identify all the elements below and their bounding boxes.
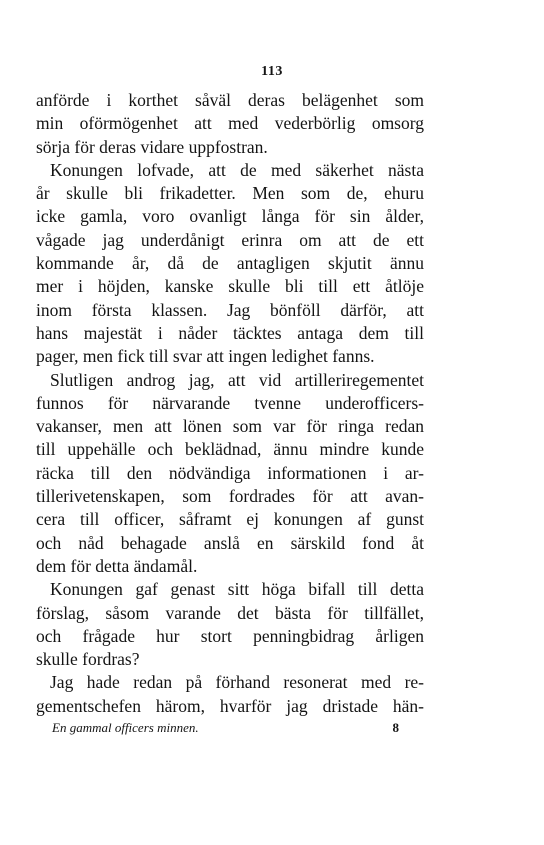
text-line: min oförmögenhet att med vederbörlig omsorg	[36, 113, 424, 134]
text-line: kommande år, då de antagligen skjutit ännu	[36, 253, 424, 274]
text-line: räcka till den nödvändiga informationen i ar-	[36, 462, 424, 483]
text-line: cera till officer, såframt ej konungen af gunst	[36, 509, 424, 530]
text-line: Konungen gaf genast sitt höga bifall till detta	[50, 579, 424, 600]
text-line: vakanser, men att lönen som var för ringa redan	[36, 416, 424, 437]
text-line: anförde i korthet såväl deras belägenhet som	[36, 90, 424, 110]
text-line: inom första klassen. Jag bönföll därför, att	[36, 299, 424, 320]
page-number: 113	[261, 64, 283, 79]
text-line: gementschefen härom, hvarför jag dristade hän-	[36, 695, 424, 716]
text-line: vågade jag underdånigt erinra om att de ett	[36, 229, 424, 250]
text-line: sörja för deras vidare uppfostran.	[36, 136, 268, 157]
text-line: hans majestät i nåder täcktes antaga dem till	[36, 322, 424, 343]
page-footer	[52, 720, 399, 736]
body-text	[36, 89, 424, 718]
text-line: tillerivetenskapen, som fordrades för att avan-	[36, 486, 424, 507]
text-line: dem för detta ändamål.	[36, 555, 198, 576]
footer-sheet-mark: 8	[392, 720, 399, 735]
text-line: mer i höjden, kanske skulle bli till ett åtlöje	[36, 276, 424, 297]
text-line: och nåd behagade anslå en särskild fond åt	[36, 532, 424, 553]
text-line: till uppehälle och beklädnad, ännu mindre kunde	[36, 439, 424, 460]
text-line: år skulle bli frikadetter. Men som de, ehuru	[36, 183, 424, 204]
text-line: förslag, såsom varande det bästa för tillfället,	[36, 602, 424, 623]
text-line: icke gamla, voro ovanligt långa för sin ålder,	[36, 206, 424, 227]
text-line: pager, men fick till svar att ingen ledighet fanns.	[36, 346, 375, 367]
text-line: Slutligen androg jag, att vid artilleriregementet	[50, 369, 424, 390]
text-line: och frågade hur stort penningbidrag årligen	[36, 625, 424, 646]
text-line: funnos för närvarande tvenne underofficers-	[36, 392, 424, 413]
footer-signature: En gammal officers minnen.	[52, 720, 199, 735]
text-line: Konungen lofvade, att de med säkerhet nästa	[50, 159, 424, 180]
text-line: skulle fordras?	[36, 649, 140, 670]
text-line: Jag hade redan på förhand resonerat med re-	[50, 672, 424, 693]
